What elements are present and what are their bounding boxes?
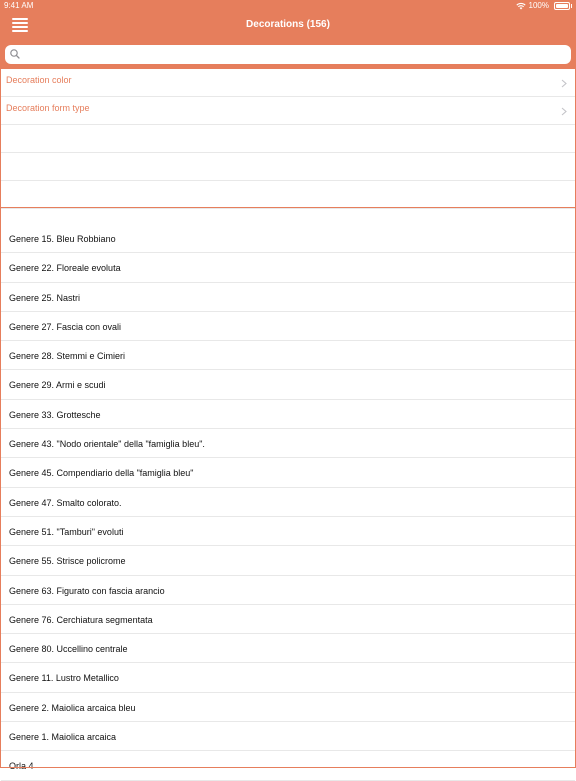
- list-item-label: Genere 15. Bleu Robbiano: [9, 234, 116, 244]
- chevron-right-icon: [561, 107, 567, 116]
- list-item[interactable]: [1, 341, 575, 370]
- filter-section: [1, 69, 575, 208]
- list-item-label: Genere 11. Lustro Metallico: [9, 673, 119, 684]
- list-item[interactable]: [1, 458, 575, 487]
- status-time: 9:41 AM: [4, 1, 34, 10]
- list-item-label: Genere 47. Smalto colorato.: [9, 497, 122, 508]
- list-item[interactable]: [1, 546, 575, 575]
- list-item-label: Genere 33. Grottesche: [9, 409, 101, 420]
- search-bar[interactable]: [5, 45, 571, 64]
- list-item-label: Orla 4: [9, 761, 34, 772]
- chevron-right-icon: [561, 79, 567, 88]
- list-item-label: Genere 2. Maiolica arcaica bleu: [9, 702, 136, 713]
- list-item[interactable]: [1, 693, 575, 722]
- list-item[interactable]: [1, 400, 575, 429]
- list-item[interactable]: [1, 429, 575, 458]
- list-item-label: Genere 51. "Tamburi" evoluti: [9, 526, 124, 537]
- list-item-label: Genere 43. "Nodo orientale" della "famiglia bleu".: [9, 439, 205, 450]
- list-item-label: Genere 22. Floreale evoluta: [9, 263, 121, 274]
- list-item[interactable]: [1, 224, 575, 253]
- search-icon: [9, 48, 21, 60]
- empty-filter-row: [1, 153, 575, 181]
- list-item-label: Genere 45. Compendiario della "famiglia bleu": [9, 468, 194, 479]
- wifi-icon: [516, 2, 526, 10]
- list-item[interactable]: [1, 634, 575, 663]
- status-bar: [0, 0, 576, 12]
- list-item-label: Genere 1. Maiolica arcaica: [9, 732, 117, 743]
- battery-percent: 100%: [528, 1, 549, 10]
- list-item-label: Genere 25. Nastri: [9, 292, 81, 303]
- filter-label: Decoration form type: [6, 103, 90, 113]
- list-item-label: Genere 76. Cerchiatura segmentata: [9, 614, 153, 625]
- list-item-label: Genere 80. Uccellino centrale: [9, 644, 128, 655]
- filter-decoration-form-type[interactable]: [1, 97, 575, 125]
- empty-filter-row: [1, 125, 575, 153]
- list-item-label: Genere 27. Fascia con ovali: [9, 321, 122, 332]
- status-indicators: [516, 1, 570, 10]
- list-item[interactable]: [1, 370, 575, 399]
- decorations-list: [1, 224, 575, 781]
- navigation-header: [0, 0, 576, 69]
- section-divider: [0, 207, 576, 208]
- list-item[interactable]: [1, 605, 575, 634]
- filter-decoration-color[interactable]: [1, 69, 575, 97]
- list-item[interactable]: [1, 283, 575, 312]
- list-item-label: Genere 28. Stemmi e Cimieri: [9, 351, 126, 362]
- list-item[interactable]: [1, 517, 575, 546]
- list-item[interactable]: [1, 312, 575, 341]
- list-item-label: Genere 29. Armi e scudi: [9, 380, 106, 391]
- list-item[interactable]: [1, 663, 575, 692]
- list-item[interactable]: [1, 722, 575, 751]
- list-item[interactable]: [1, 488, 575, 517]
- list-item-label: Genere 63. Figurato con fascia arancio: [9, 585, 165, 596]
- battery-icon: [554, 2, 570, 10]
- list-item[interactable]: [1, 253, 575, 282]
- filter-label: Decoration color: [6, 75, 72, 85]
- list-item-label: Genere 55. Strisce policrome: [9, 556, 126, 567]
- list-item[interactable]: [1, 751, 575, 780]
- search-input[interactable]: [23, 46, 567, 65]
- battery-fill: [556, 4, 568, 8]
- list-item[interactable]: [1, 576, 575, 605]
- empty-filter-row: [1, 181, 575, 209]
- page-title: Decorations (156): [246, 19, 330, 30]
